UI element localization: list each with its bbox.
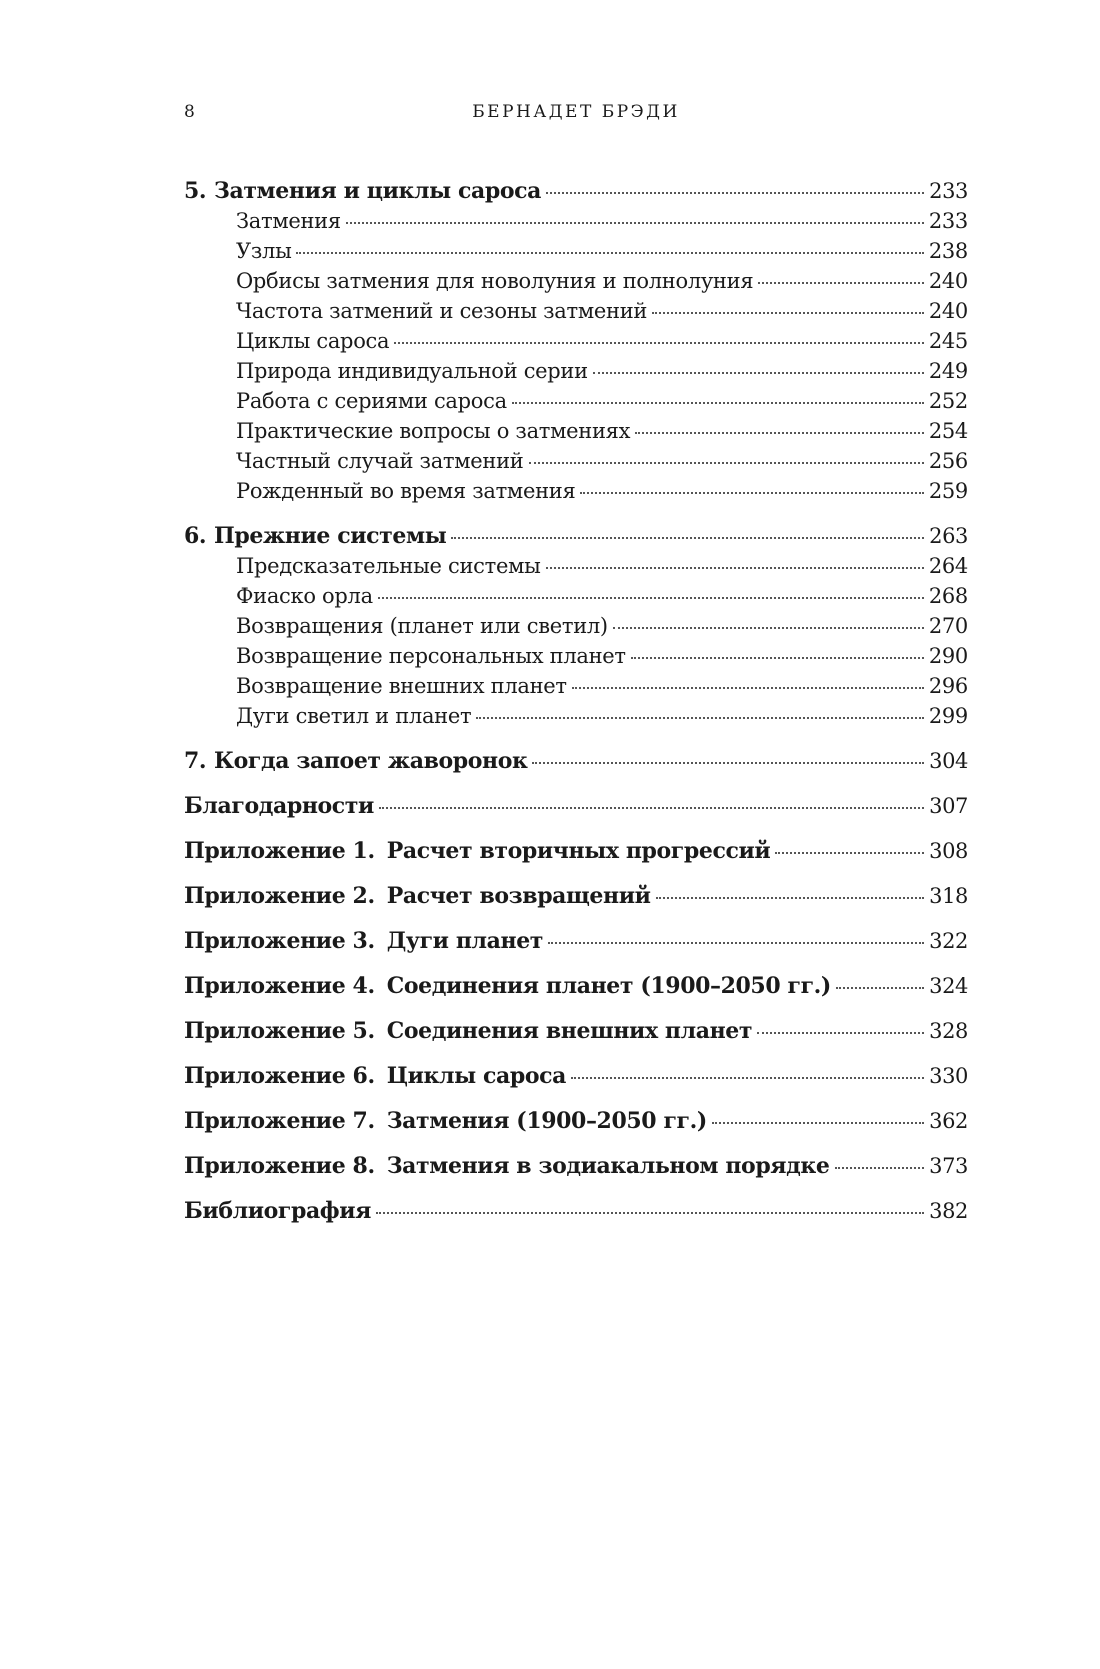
- dot-leader: [512, 402, 924, 404]
- page-ref: 322: [929, 929, 968, 953]
- page-ref: 299: [928, 704, 968, 728]
- subentry-title: Возвращения (планет или светил): [236, 614, 608, 638]
- dot-leader: [712, 1122, 924, 1124]
- dot-leader: [376, 1212, 924, 1214]
- appendix-prefix: Приложение 3.: [184, 928, 375, 954]
- page-ref: 233: [929, 179, 968, 203]
- appendix-title: Расчет возвращений: [386, 883, 651, 909]
- subentry-title: Циклы сароса: [236, 329, 390, 353]
- page-ref: 373: [929, 1154, 968, 1178]
- appendix-title: Дуги планет: [386, 928, 544, 954]
- subentry-title: Затмения: [236, 209, 341, 233]
- subentry-title: Практические вопросы о затмениях: [236, 419, 631, 443]
- appendix-prefix: Приложение 1.: [184, 838, 375, 864]
- dot-leader: [758, 282, 924, 284]
- dot-leader: [613, 627, 924, 629]
- toc-subentry[interactable]: [184, 206, 968, 236]
- appendix-title: Затмения (1900–2050 гг.): [386, 1108, 707, 1134]
- toc-subentry[interactable]: [184, 416, 968, 446]
- page-ref: 249: [928, 359, 968, 383]
- page-ref: 308: [929, 839, 968, 863]
- chapter-title: Когда запоет жаворонок: [214, 748, 528, 774]
- dot-leader: [652, 312, 924, 314]
- dot-leader: [656, 897, 925, 899]
- page-ref: 307: [929, 794, 968, 818]
- page-ref: 233: [928, 209, 968, 233]
- toc-appendix-2[interactable]: [184, 881, 968, 911]
- page-ref: 330: [929, 1064, 968, 1088]
- page-ref: 318: [929, 884, 968, 908]
- subentry-title: Предсказательные системы: [236, 554, 541, 578]
- appendix-prefix: Приложение 5.: [184, 1018, 375, 1044]
- page-ref: 268: [928, 584, 968, 608]
- appendix-prefix: Приложение 4.: [184, 973, 375, 999]
- appendix-prefix: Приложение 7.: [184, 1108, 375, 1134]
- page-ref: 362: [929, 1109, 968, 1133]
- toc-appendix-1[interactable]: [184, 836, 968, 866]
- chapter-number: 5.: [184, 178, 207, 204]
- toc-appendix-8[interactable]: [184, 1151, 968, 1181]
- dot-leader: [529, 462, 924, 464]
- toc-appendix-5[interactable]: [184, 1016, 968, 1046]
- subentry-title: Дуги светил и планет: [236, 704, 472, 728]
- subentry-title: Рожденный во время затмения: [236, 479, 576, 503]
- toc-subentry[interactable]: [184, 266, 968, 296]
- dot-leader: [476, 717, 923, 719]
- dot-leader: [631, 657, 924, 659]
- page-ref: 256: [928, 449, 968, 473]
- toc-appendix-7[interactable]: [184, 1106, 968, 1136]
- appendix-title: Циклы сароса: [386, 1063, 566, 1089]
- toc-chapter-6[interactable]: [184, 521, 968, 551]
- dot-leader: [378, 597, 924, 599]
- dot-leader: [548, 942, 924, 944]
- appendix-title: Расчет вторичных прогрессий: [386, 838, 771, 864]
- dot-leader: [835, 1167, 925, 1169]
- toc-bibliography[interactable]: [184, 1196, 968, 1226]
- page-number: 8: [184, 102, 195, 122]
- page-ref: 328: [929, 1019, 968, 1043]
- toc-subentry[interactable]: [184, 671, 968, 701]
- page-ref: 382: [929, 1199, 968, 1223]
- appendix-prefix: Приложение 8.: [184, 1153, 375, 1179]
- dot-leader: [593, 372, 924, 374]
- dot-leader: [571, 1077, 924, 1079]
- toc-chapter-7[interactable]: [184, 746, 968, 776]
- appendix-prefix: Приложение 6.: [184, 1063, 375, 1089]
- chapter-title: Затмения и циклы сароса: [214, 178, 542, 204]
- book-author: БЕРНАДЕТ БРЭДИ: [472, 102, 680, 122]
- toc-subentry[interactable]: [184, 356, 968, 386]
- page-ref: 238: [928, 239, 968, 263]
- page-ref: 240: [928, 269, 968, 293]
- subentry-title: Возвращение персональных планет: [236, 644, 626, 668]
- page-ref: 270: [928, 614, 968, 638]
- table-of-contents: [184, 176, 968, 1241]
- appendix-title: Соединения планет (1900–2050 гг.): [386, 973, 831, 999]
- toc-subentry[interactable]: [184, 386, 968, 416]
- toc-subentry[interactable]: [184, 641, 968, 671]
- toc-acknowledgements[interactable]: [184, 791, 968, 821]
- toc-subentry[interactable]: [184, 296, 968, 326]
- toc-subentry[interactable]: [184, 446, 968, 476]
- toc-appendix-3[interactable]: [184, 926, 968, 956]
- toc-subentry[interactable]: [184, 476, 968, 506]
- dot-leader: [546, 567, 924, 569]
- page-ref: 324: [929, 974, 968, 998]
- running-head: [184, 102, 968, 126]
- dot-leader: [346, 222, 924, 224]
- page-ref: 259: [928, 479, 968, 503]
- dot-leader: [572, 687, 924, 689]
- appendix-prefix: Приложение 2.: [184, 883, 375, 909]
- toc-subentry[interactable]: [184, 701, 968, 731]
- toc-appendix-6[interactable]: [184, 1061, 968, 1091]
- dot-leader: [757, 1032, 924, 1034]
- dot-leader: [296, 252, 923, 254]
- page-ref: 296: [928, 674, 968, 698]
- chapter-number: 7.: [184, 748, 207, 774]
- toc-subentry[interactable]: [184, 611, 968, 641]
- dot-leader: [546, 192, 924, 194]
- dot-leader: [836, 987, 924, 989]
- appendix-title: Затмения в зодиакальном порядке: [386, 1153, 830, 1179]
- appendix-title: Соединения внешних планет: [386, 1018, 753, 1044]
- page-ref: 245: [928, 329, 968, 353]
- page-ref: 254: [928, 419, 968, 443]
- page-ref: 264: [928, 554, 968, 578]
- page-ref: 240: [928, 299, 968, 323]
- toc-chapter-5[interactable]: [184, 176, 968, 206]
- subentry-title: Возвращение внешних планет: [236, 674, 567, 698]
- toc-subentry[interactable]: [184, 551, 968, 581]
- page-ref: 304: [929, 749, 968, 773]
- dot-leader: [451, 537, 924, 539]
- toc-subentry[interactable]: [184, 236, 968, 266]
- subentry-title: Работа с сериями сароса: [236, 389, 507, 413]
- subentry-title: Орбисы затмения для новолуния и полнолуния: [236, 269, 754, 293]
- dot-leader: [580, 492, 923, 494]
- dot-leader: [635, 432, 924, 434]
- page-ref: 252: [928, 389, 968, 413]
- toc-subentry[interactable]: [184, 581, 968, 611]
- entry-title: Благодарности: [184, 793, 374, 819]
- chapter-number: 6.: [184, 523, 207, 549]
- page-ref: 290: [928, 644, 968, 668]
- subentry-title: Природа индивидуальной серии: [236, 359, 588, 383]
- subentry-title: Частный случай затмений: [236, 449, 524, 473]
- toc-subentry[interactable]: [184, 326, 968, 356]
- subentry-title: Частота затмений и сезоны затмений: [236, 299, 648, 323]
- dot-leader: [775, 852, 924, 854]
- subentry-title: Фиаско орла: [236, 584, 373, 608]
- page-ref: 263: [929, 524, 968, 548]
- dot-leader: [379, 807, 924, 809]
- subentry-title: Узлы: [236, 239, 292, 263]
- dot-leader: [394, 342, 924, 344]
- entry-title: Библиография: [184, 1198, 372, 1224]
- toc-appendix-4[interactable]: [184, 971, 968, 1001]
- chapter-title: Прежние системы: [214, 523, 447, 549]
- dot-leader: [532, 762, 924, 764]
